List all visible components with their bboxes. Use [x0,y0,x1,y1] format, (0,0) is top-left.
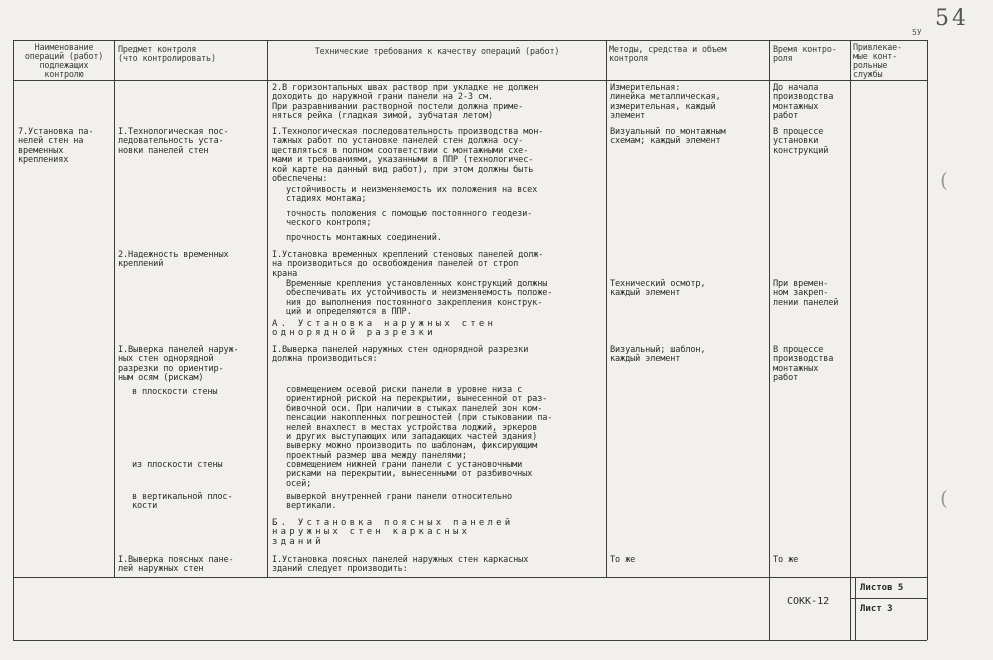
r2-requirement: I.Установка временных креплений стеновых панелей долж- на производиться до освобождения панелей от строп крана [272,250,544,279]
document-code: СОКК-12 [787,596,830,607]
header-methods: Методы, средства и объем контроля [609,44,727,63]
table-top-border [13,40,927,41]
sheet-number: Лист 3 [860,604,893,614]
r3-subject: I.Выверка панелей наруж- ных стен однорядной разрезки по ориентир- ным осям (рискам) [118,345,239,384]
r1-requirement-b: устойчивость и неизменяемость их положения на всех стадиях монтажа; [286,185,538,205]
stamp-divider [850,598,927,599]
r1-subject: I.Технологическая пос- ледовательность уста- новки панелей стен [118,127,229,156]
r4-requirement: совмещением нижней грани панели с установочными рисками на перекрытии, вынесенными от разбивочных осей; [286,460,533,489]
stamp-bottom-border [13,640,927,641]
r1-method: Визуальный по монтажным схемам; каждый элемент [610,127,726,147]
r2-requirement-b: Временные крепления установленных конструкций должны обеспечивать их устойчивость и неизменяемость положе- ния до выполнения постоянного закрепления конструк- ций и определяются в ППР. [286,279,553,318]
page-number-handwritten: 54 [935,6,969,31]
r3-method: Визуальный; шаблон, каждый элемент [610,345,706,365]
r0-requirement: 2.В горизонтальных швах раствор при укладке не должен доходить до наружной грани панели на 2-3 см. При разравнивании растворной постели должна приме- няться рейка (гладкая зимой, зубчатая летом) [272,83,539,122]
page-number-small: 5У [912,28,922,37]
col-border-5 [850,40,851,640]
col-border-0 [13,40,14,640]
r0-time: До начала производства монтажных работ [773,83,834,122]
r3-time: В процессе производства монтажных работ [773,345,834,384]
r6-subject: I.Выверка поясных пане- лей наружных стен [118,555,234,575]
r6-method: То же [610,555,636,565]
header-bottom-border [13,80,927,81]
r4-subject: из плоскости стены [132,460,223,470]
r2-time: При времен- ном закреп- лении панелей [773,279,839,308]
binding-mark-bottom: ( [940,486,948,510]
r6-time: То же [773,555,799,565]
sheets-count: Листов 5 [860,583,904,593]
header-services: Привлекае- мые конт- рольные службы [853,42,902,79]
r3-subject-b: в плоскости стены [132,387,218,397]
r0-method: Измерительная: линейка металлическая, измерительная, каждый элемент [610,83,721,122]
r1-time: В процессе установки конструкций [773,127,829,156]
r3-requirement-b: совмещением осевой риски панели в уровне низа с ориентирной риской на перекрытии, вынесенной от раз- бивочной оси. При наличии в стыках панелей зон ком- пенсации накопленных погрешностей (при стыковании па- нелей внахлест в местах устройства лоджий, эркеров и других выступающих или западающих частей здания) выверку можно производить по шаблонам, фиксирующим проектный размер шва между панелями; [286,385,553,461]
col-border-1 [114,40,115,577]
col-border-3 [606,40,607,577]
r1-operation: 7.Установка па- нелей стен на временных креплениях [18,127,94,166]
section-b-heading: Б. Установка поясных панелей наружных стен каркасных зданий [272,518,514,547]
r5-subject: в вертикальной плос- кости [132,492,233,512]
header-subject: Предмет контроля (что контролировать) [118,44,216,63]
r1-requirement-d: прочность монтажных соединений. [286,233,442,243]
r3-requirement: I.Выверка панелей наружных стен однорядной разрезки должна производиться: [272,345,529,365]
section-a-heading: А. Установка наружных стен однорядной разрезки [272,319,497,339]
binding-mark-top: ( [940,168,948,192]
body-bottom-border [13,577,927,578]
col-border-4 [769,40,770,640]
header-operations: Наименование операций (работ) подлежащих контролю [24,42,104,79]
col-border-6 [927,40,928,640]
header-time: Время контро- роля [773,44,837,63]
stamp-divider-v [855,577,856,640]
r1-requirement: I.Технологическая последовательность производства мон- тажных работ по установке панелей стен должна осу- ществляться в полном соответствии с монтажными схе- мами и требованиями, указанными в ППР (технологичес- кой карте на данный вид работ), при этом должны быть обеспечены: [272,127,544,185]
r2-method: Технический осмотр, каждый элемент [610,279,706,299]
r1-requirement-c: точность положения с помощью постоянного геодези- ческого контроля; [286,209,533,229]
col-border-2 [267,40,268,577]
r6-requirement: I.Установка поясных панелей наружных стен каркасных зданий следует производить: [272,555,529,575]
r5-requirement: выверкой внутренней грани панели относительно вертикали. [286,492,513,512]
r2-subject: 2.Надежность временных креплений [118,250,229,270]
header-requirements: Технические требования к качеству операций (работ) [314,46,560,56]
